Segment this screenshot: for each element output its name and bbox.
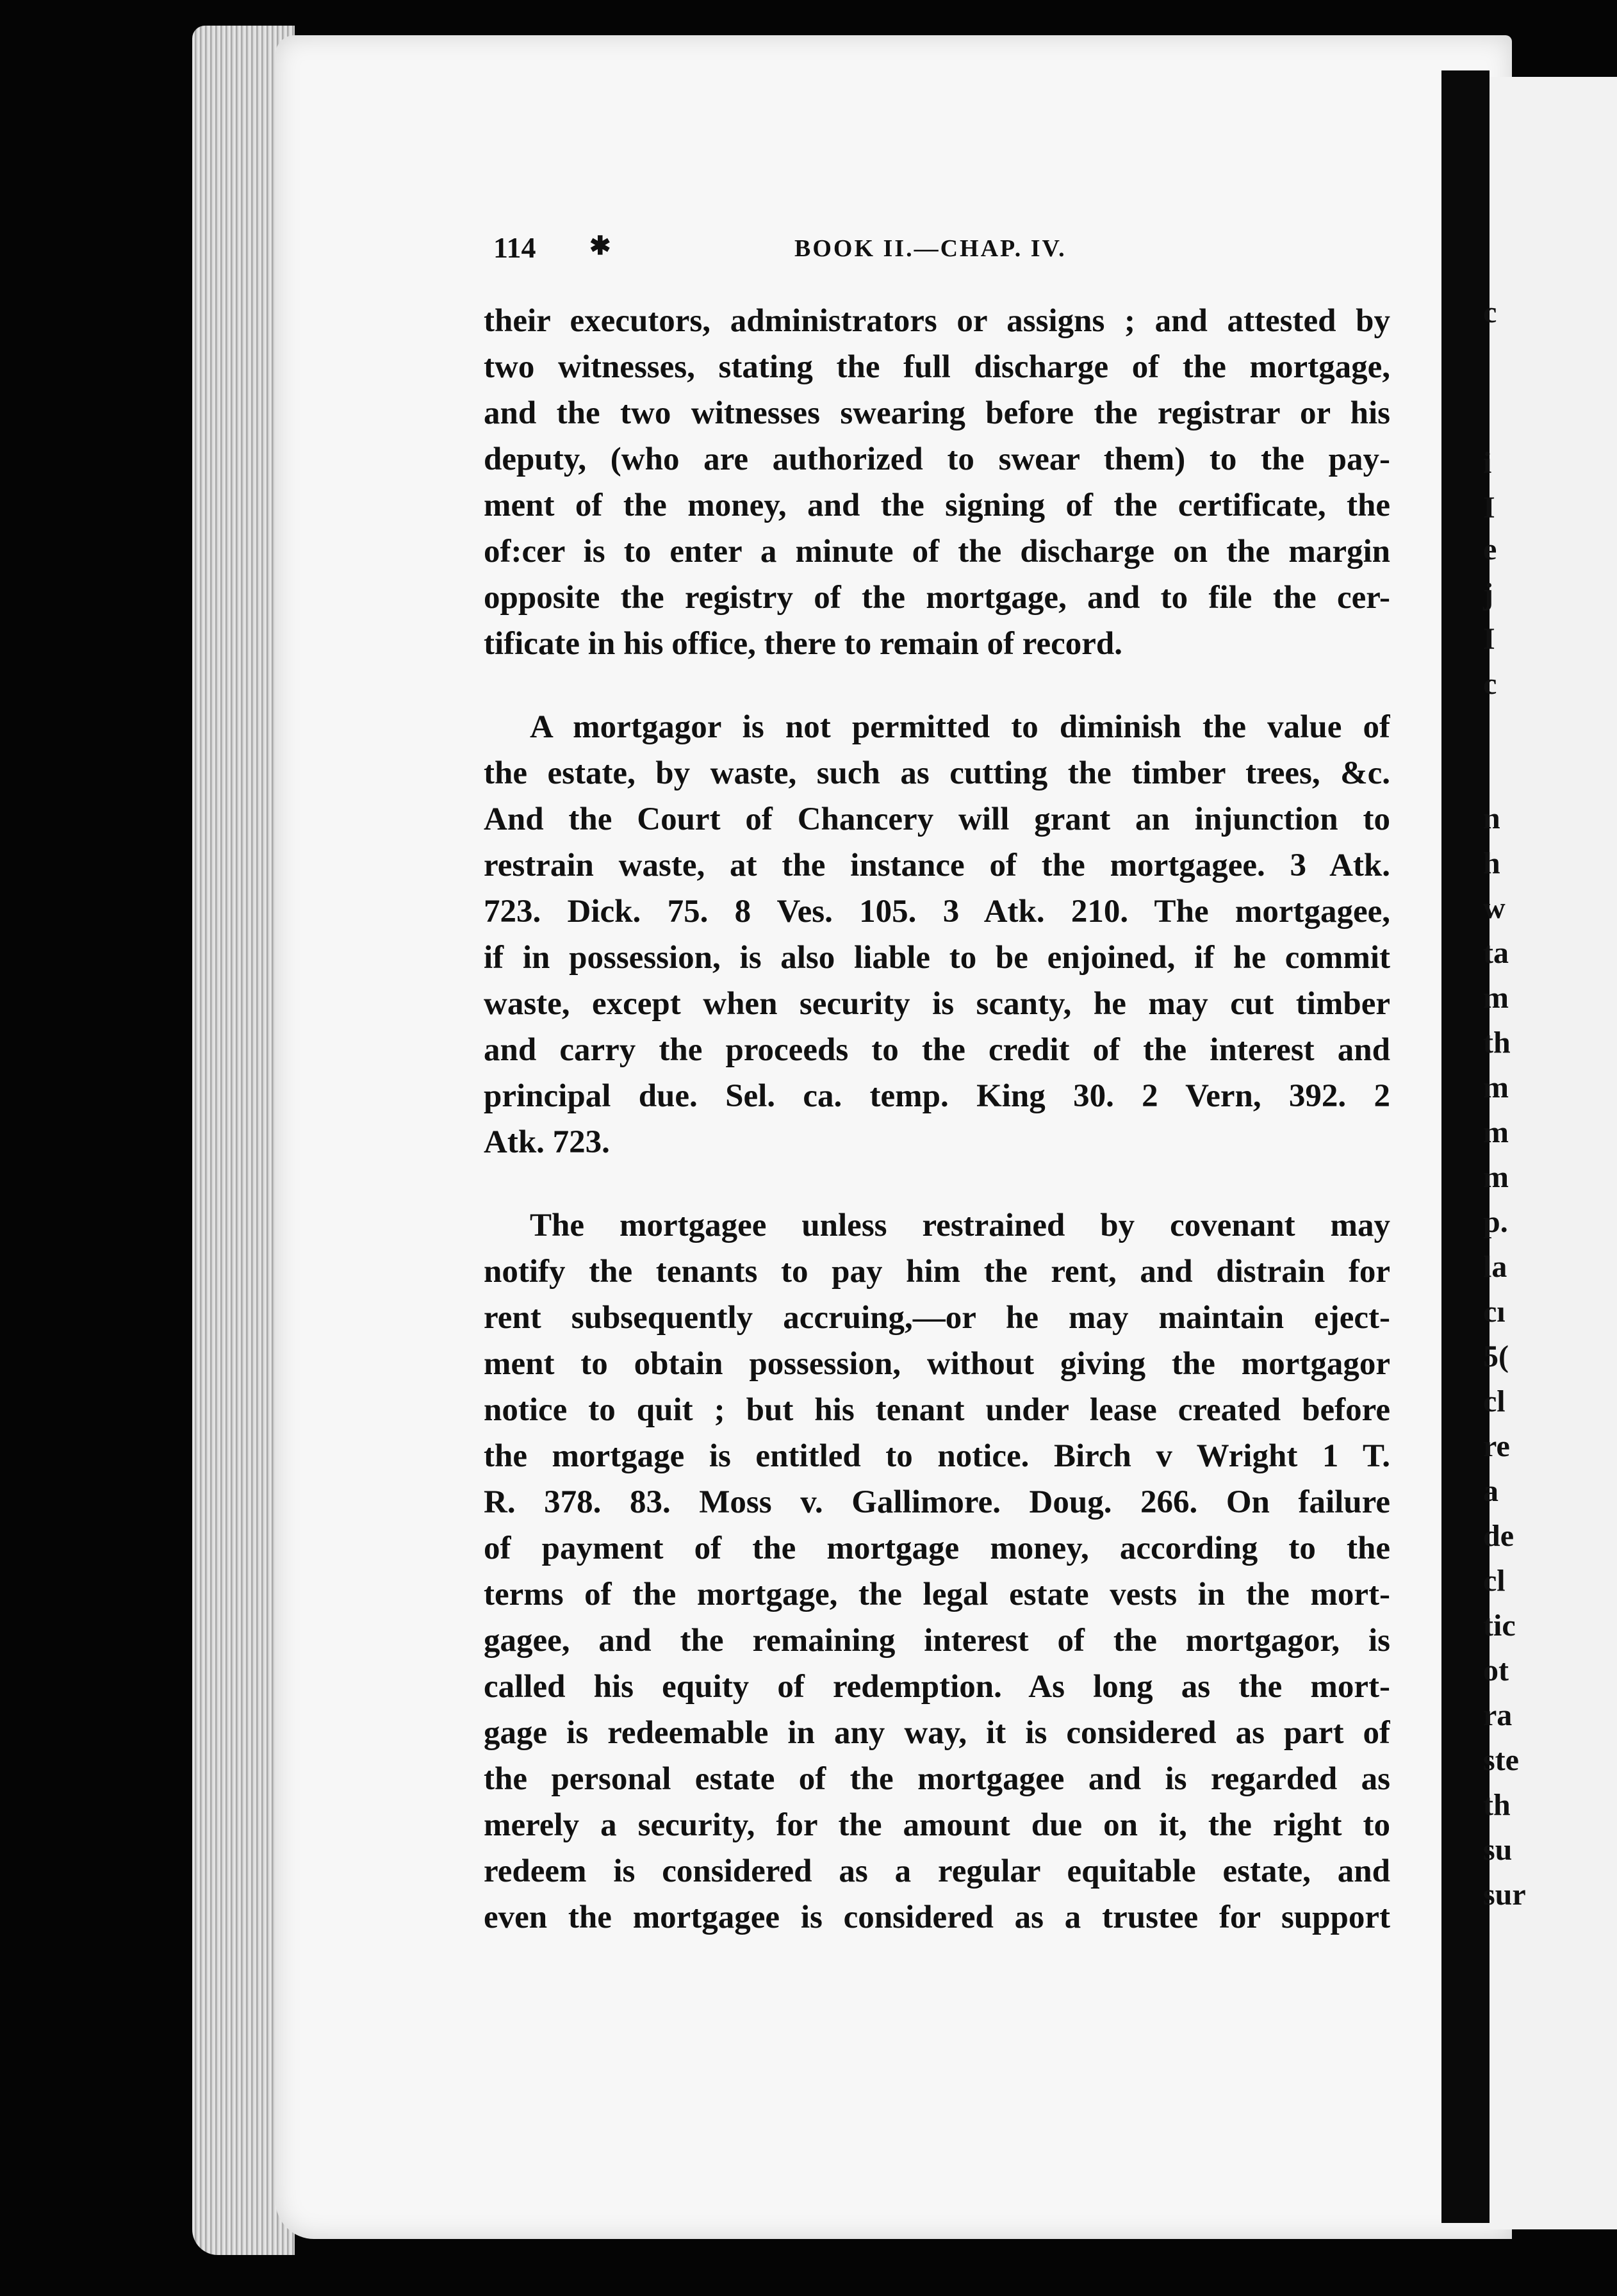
text-line: A mortgagor is not permitted to diminish the value of [530, 709, 1390, 745]
text-line: principal due. Sel. ca. temp. King 30. 2 Vern, 392. 2 [484, 1078, 1390, 1114]
facing-page-fragment: m [1483, 981, 1509, 1015]
text-line: rent subsequently accruing,—or he may maintain eject- [484, 1300, 1390, 1336]
text-line: merely a security, for the amount due on it, the right to [484, 1807, 1390, 1843]
paragraph [484, 298, 1390, 667]
facing-page-fragment: I [1483, 622, 1495, 656]
paragraph [484, 704, 1390, 1165]
text-line: two witnesses, stating the full discharge of the mortgage, [484, 349, 1390, 385]
facing-page-fragment: p. [1483, 1205, 1508, 1239]
facing-page-fragment: a [1483, 1474, 1498, 1508]
facing-page-fragment: c [1483, 295, 1497, 329]
facing-page-fragment: de [1483, 1519, 1514, 1553]
text-line: called his equity of redemption. As long as the mort- [484, 1669, 1390, 1705]
facing-page-fragment: la [1483, 1250, 1507, 1284]
facing-page-fragment: th [1483, 1026, 1511, 1060]
facing-page-fragment: 5( [1483, 1340, 1509, 1374]
running-head: BOOK II.—CHAP. IV. [794, 235, 1067, 262]
text-line: R. 378. 83. Moss v. Gallimore. Doug. 266. On failure [484, 1484, 1390, 1520]
page-number: 114 [493, 231, 536, 264]
text-line: opposite the registry of the mortgage, and to file the cer- [484, 580, 1390, 616]
facing-page-fragment: m [1483, 1115, 1509, 1149]
text-line: and the two witnesses swearing before the registrar or his [484, 395, 1390, 431]
text-line: if in possession, is also liable to be enjoined, if he commit [484, 940, 1390, 976]
text-line: And the Court of Chancery will grant an injunction to [484, 801, 1390, 837]
facing-page-fragment: sur [1483, 1878, 1526, 1912]
facing-page-fragment: j [1483, 577, 1493, 611]
facing-page-fragment: ta [1483, 936, 1509, 970]
body-text [484, 298, 1390, 1978]
text-line: waste, except when security is scanty, he may cut timber [484, 986, 1390, 1022]
facing-page-fragment: n [1483, 801, 1500, 835]
text-line: notify the tenants to pay him the rent, and distrain for [484, 1254, 1390, 1290]
facing-page-fragment: e [1483, 532, 1497, 566]
text-line: terms of the mortgage, the legal estate vests in the mort- [484, 1577, 1390, 1612]
facing-page-fragment: su [1483, 1833, 1513, 1867]
facing-page-fragment: m [1483, 1160, 1509, 1194]
facing-page-fragment: w [1483, 891, 1506, 925]
facing-page-fragment: ste [1483, 1743, 1519, 1777]
text-line: the estate, by waste, such as cutting the timber trees, &c. [484, 755, 1390, 791]
paragraph [484, 1202, 1390, 1940]
text-line: gage is redeemable in any way, it is considered as part of [484, 1715, 1390, 1751]
text-line: ment to obtain possession, without giving the mortgagor [484, 1346, 1390, 1382]
text-line: even the mortgagee is considered as a trustee for support [484, 1899, 1390, 1935]
facing-page-fragment: ot [1483, 1653, 1509, 1687]
facing-page-fragment: cı [1483, 1295, 1506, 1329]
facing-page-fragment: c [1483, 667, 1497, 701]
text-line: 723. Dick. 75. 8 Ves. 105. 3 Atk. 210. The mortgagee, [484, 894, 1390, 930]
text-line: the personal estate of the mortgagee and is regarded as [484, 1761, 1390, 1797]
facing-page-edge [1483, 77, 1617, 2229]
facing-page-fragment: cl [1483, 1384, 1506, 1418]
text-line: of:cer is to enter a minute of the discharge on the margin [484, 534, 1390, 570]
facing-page-fragment: I [1483, 491, 1495, 525]
book-gutter [1441, 70, 1490, 2223]
text-line: redeem is considered as a regular equitable estate, and [484, 1853, 1390, 1889]
facing-page-fragment: cl [1483, 1564, 1506, 1598]
facing-page-fragment: tic [1483, 1609, 1516, 1643]
text-line: ment of the money, and the signing of the certificate, the [484, 488, 1390, 523]
facing-page-fragment: m [1483, 1070, 1509, 1104]
page-header [493, 231, 1390, 269]
text-line: notice to quit ; but his tenant under lease created before [484, 1392, 1390, 1428]
text-line: deputy, (who are authorized to swear them) to the pay- [484, 441, 1390, 477]
text-line: The mortgagee unless restrained by covenant may [530, 1208, 1390, 1243]
text-line: gagee, and the remaining interest of the mortgagor, is [484, 1623, 1390, 1659]
text-line: of payment of the mortgage money, according to the [484, 1530, 1390, 1566]
facing-page-fragment: i [1483, 446, 1492, 480]
text-line: and carry the proceeds to the credit of the interest and [484, 1032, 1390, 1068]
text-line: restrain waste, at the instance of the mortgagee. 3 Atk. [484, 848, 1390, 883]
text-line: the mortgage is entitled to notice. Birch v Wright 1 T. [484, 1438, 1390, 1474]
text-line: Atk. 723. [484, 1124, 610, 1160]
facing-page-fragment: re [1483, 1429, 1510, 1463]
header-mark: ✱ [589, 231, 611, 260]
text-line: tificate in his office, there to remain of record. [484, 626, 1123, 662]
facing-page-fragment: ra [1483, 1698, 1513, 1732]
facing-page-fragment: th [1483, 1788, 1511, 1822]
text-line: their executors, administrators or assigns ; and attested by [484, 303, 1390, 339]
facing-page-fragment: h [1483, 846, 1500, 880]
